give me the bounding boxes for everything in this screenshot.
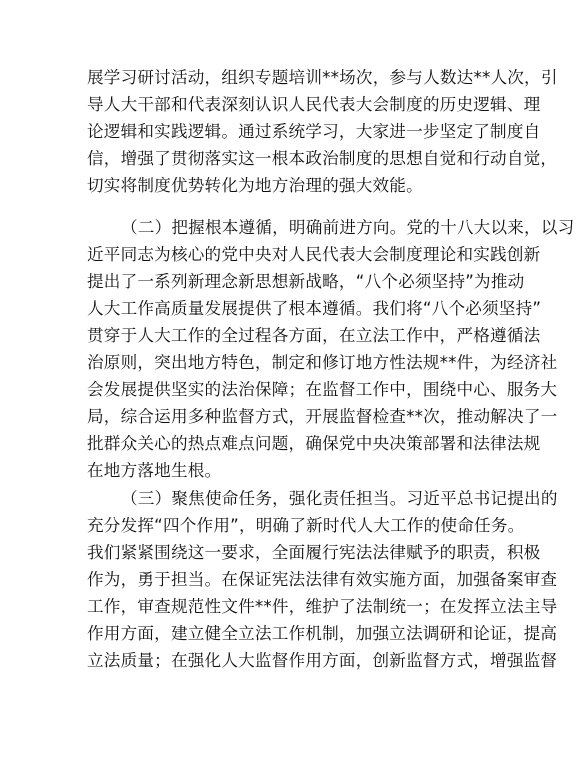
text-line: 信，增强了贯彻落实这一根本政治制度的思想自觉和行动自觉， <box>87 149 558 168</box>
text-line: 论逻辑和实践逻辑。通过系统学习，大家进一步坚定了制度自 <box>87 122 541 141</box>
text-line: 近平同志为核心的党中央对人民代表大会制度理论和实践创新 <box>87 245 541 264</box>
text-line: （三）聚焦使命任务，强化责任担当。习近平总书记提出的 <box>121 489 558 508</box>
text-line: 治原则，突出地方特色，制定和修订地方性法规**件，为经济社 <box>87 353 558 372</box>
text-line: 充分发挥“四个作用”，明确了新时代人大工作的使命任务。 <box>87 516 525 535</box>
text-line: 展学习研讨活动，组织专题培训**场次，参与人数达**人次，引 <box>87 68 558 87</box>
text-line: 会发展提供坚实的法治保障；在监督工作中，围绕中心、服务大 <box>87 380 558 399</box>
text-line: 切实将制度优势转化为地方治理的强大效能。 <box>87 176 423 195</box>
text-line: 提出了一系列新理念新思想新战略，“八个必须坚持”为推动 <box>87 272 525 291</box>
text-line: 作用方面，建立健全立法工作机制，加强立法调研和论证，提高 <box>87 624 558 643</box>
text-line: 导人大干部和代表深刻认识人民代表大会制度的历史逻辑、理 <box>87 95 541 114</box>
text-line: 局，综合运用多种监督方式，开展监督检查**次，推动解决了一 <box>87 407 558 426</box>
text-line: （二）把握根本遵循，明确前进方向。党的十八大以来，以习 <box>121 218 575 237</box>
text-line: 工作，审查规范性文件**件，维护了法制统一；在发挥立法主导 <box>87 597 558 616</box>
text-line: 批群众关心的热点难点问题，确保党中央决策部署和法律法规 <box>87 434 541 453</box>
paragraph-2 <box>87 214 575 484</box>
paragraph-3 <box>87 485 558 674</box>
text-line: 作为，勇于担当。在保证宪法法律有效实施方面，加强备案审查 <box>87 570 558 589</box>
text-line: 我们紧紧围绕这一要求，全面履行宪法法律赋予的职责，积极 <box>87 543 541 562</box>
text-line: 贯穿于人大工作的全过程各方面，在立法工作中，严格遵循法 <box>87 326 541 345</box>
text-line: 在地方落地生根。 <box>87 461 222 480</box>
text-line: 立法质量；在强化人大监督作用方面，创新监督方式，增强监督 <box>87 651 558 670</box>
paragraph-1 <box>87 64 558 199</box>
text-line: 人大工作高质量发展提供了根本遵循。我们将“八个必须坚持” <box>87 299 542 318</box>
